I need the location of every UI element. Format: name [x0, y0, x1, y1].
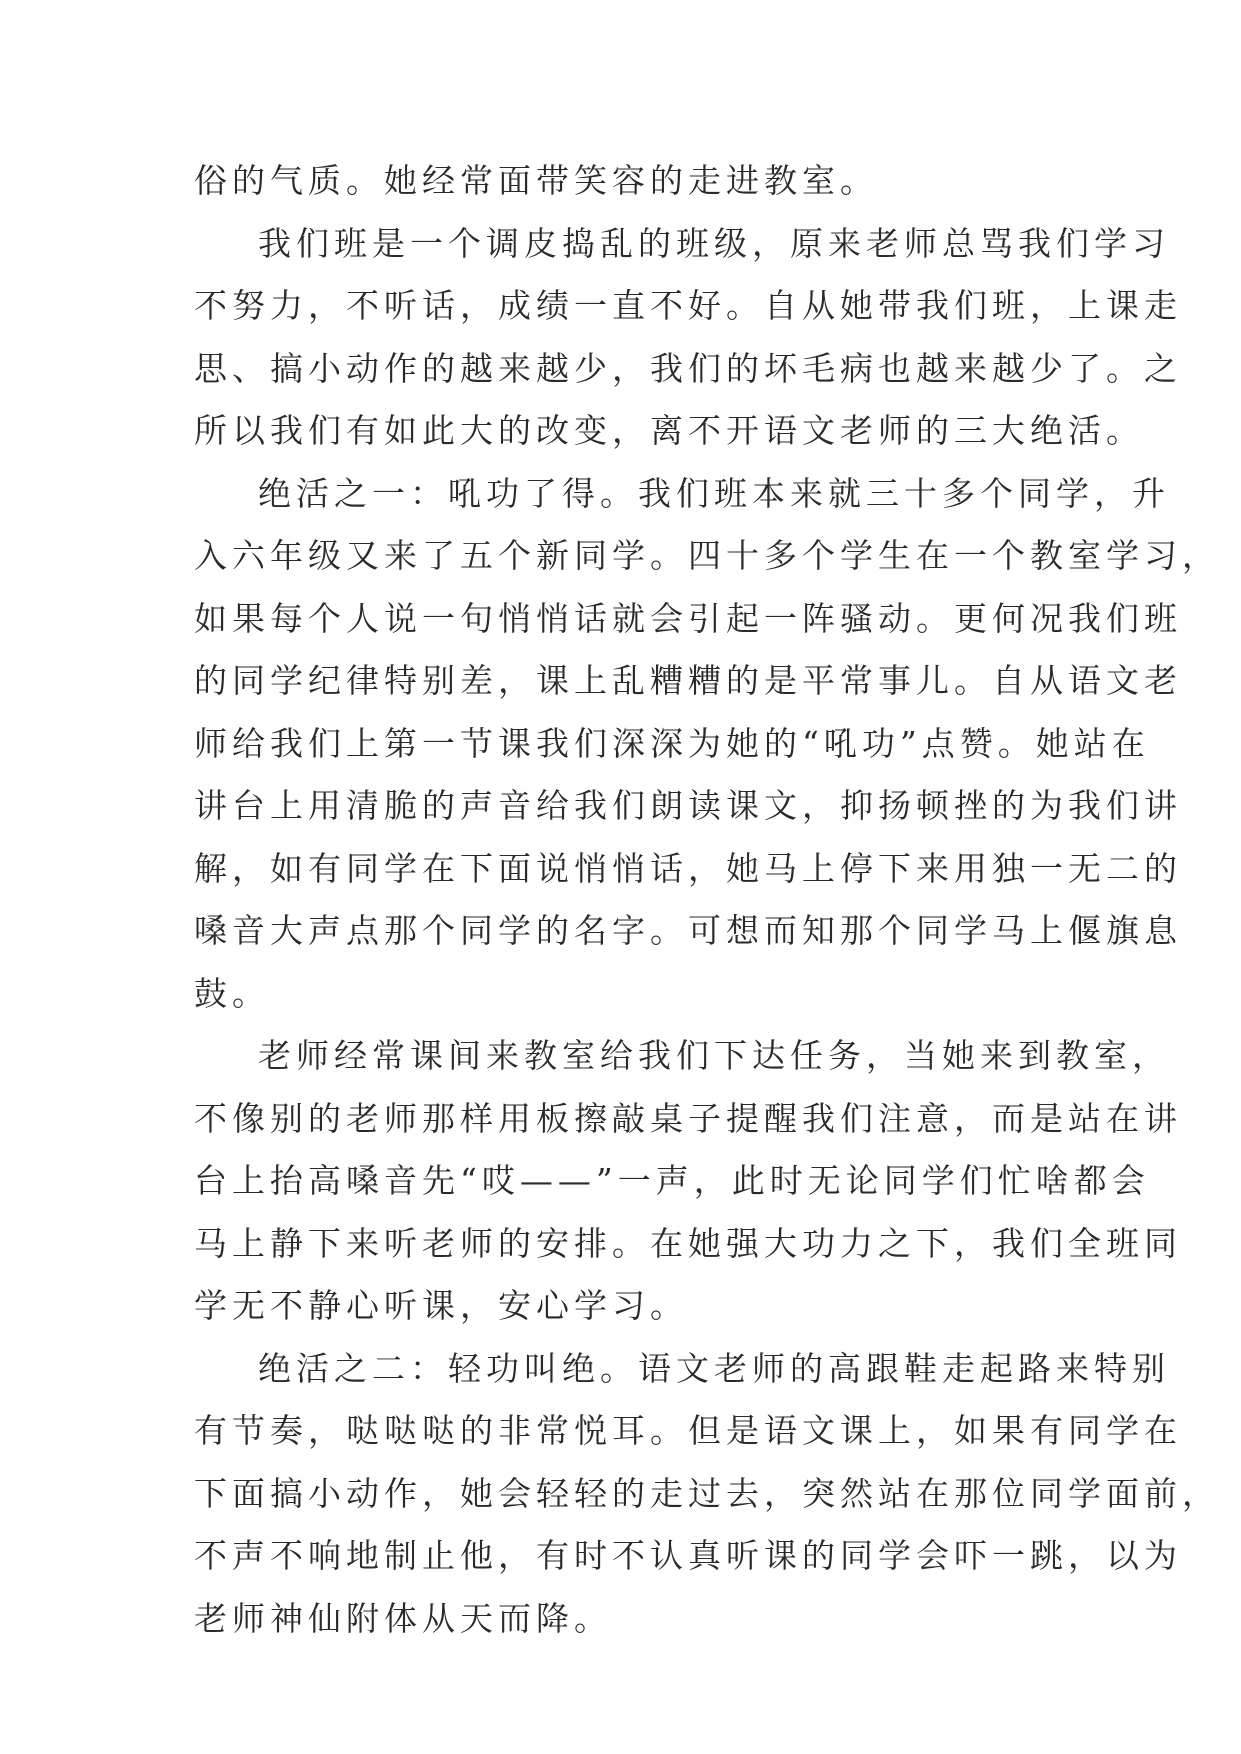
text-line: 马上静下来听老师的安排。在她强大功力之下，我们全班同 — [194, 1223, 1182, 1263]
text-line: 师给我们上第一节课我们深深为她的“吼功”点赞。她站在 — [194, 723, 1150, 763]
text-line: 老师经常课间来教室给我们下达任务，当她来到教室， — [258, 1036, 1170, 1075]
text-line: 学无不静心听课，安心学习。 — [194, 1286, 688, 1325]
text-line: 下面搞小动作，她会轻轻的走过去，突然站在那位同学面前， — [194, 1473, 1220, 1513]
text-line: 思、搞小动作的越来越少，我们的坏毛病也越来越少了。之 — [194, 348, 1182, 388]
text-line: 俗的气质。她经常面带笑容的走进教室。 — [194, 161, 878, 200]
text-line: 不努力，不听话，成绩一直不好。自从她带我们班，上课走 — [194, 286, 1182, 325]
text-line: 台上抬高嗓音先“哎——”一声，此时无论同学们忙啥都会 — [194, 1161, 1150, 1200]
text-line: 不像别的老师那样用板擦敲桌子提醒我们注意，而是站在讲 — [194, 1098, 1182, 1138]
text-line: 解，如有同学在下面说悄悄话，她马上停下来用独一无二的 — [194, 848, 1182, 888]
text-line: 讲台上用清脆的声音给我们朗读课文，抑扬顿挫的为我们讲 — [194, 786, 1182, 825]
text-line: 入六年级又来了五个新同学。四十多个学生在一个教室学习， — [194, 536, 1220, 575]
text-line: 不声不响地制止他，有时不认真听课的同学会吓一跳，以为 — [194, 1536, 1182, 1575]
text-line: 如果每个人说一句悄悄话就会引起一阵骚动。更何况我们班 — [194, 598, 1182, 638]
text-line: 老师神仙附体从天而降。 — [194, 1598, 612, 1638]
text-line: 绝活之二：轻功叫绝。语文老师的高跟鞋走起路来特别 — [258, 1348, 1170, 1388]
text-line: 的同学纪律特别差，课上乱糟糟的是平常事儿。自从语文老 — [194, 661, 1182, 700]
document-body — [194, 150, 1220, 1650]
text-line: 所以我们有如此大的改变，离不开语文老师的三大绝活。 — [194, 411, 1144, 450]
text-line: 有节奏，哒哒哒的非常悦耳。但是语文课上，如果有同学在 — [194, 1411, 1182, 1450]
text-line: 绝活之一：吼功了得。我们班本来就三十多个同学，升 — [258, 473, 1170, 513]
text-line: 鼓。 — [194, 973, 270, 1013]
text-line: 我们班是一个调皮捣乱的班级，原来老师总骂我们学习 — [258, 223, 1170, 263]
text-line: 嗓音大声点那个同学的名字。可想而知那个同学马上偃旗息 — [194, 911, 1182, 950]
